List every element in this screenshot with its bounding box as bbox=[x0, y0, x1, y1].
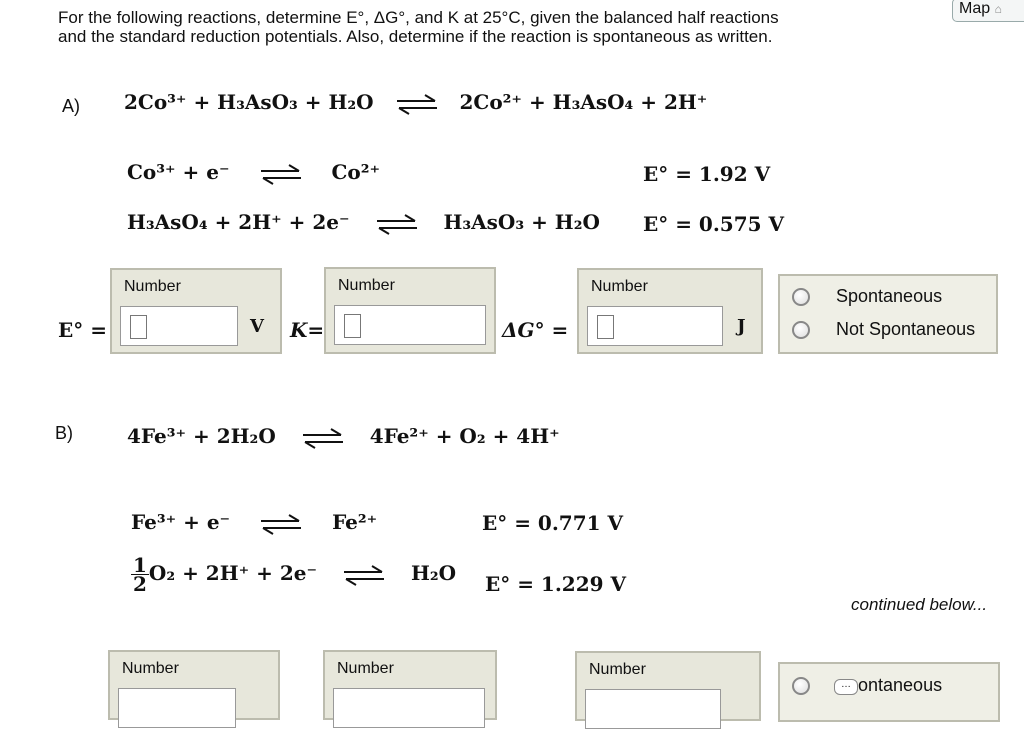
input-cursor-icon bbox=[130, 315, 147, 339]
continued-note: continued below... bbox=[851, 595, 988, 614]
part-b-spontaneity-options bbox=[778, 662, 1000, 722]
half2-right: H₃AsO₃ + H₂O bbox=[443, 210, 600, 234]
chat-bubble-icon[interactable]: … bbox=[834, 679, 858, 695]
part-b-label: B) bbox=[55, 423, 73, 443]
part-b-half-reaction-2 bbox=[131, 553, 457, 596]
e-standard-answer-box bbox=[110, 268, 282, 354]
reactants: 4Fe³⁺ + 2H₂O bbox=[127, 424, 276, 448]
not-spontaneous-radio[interactable] bbox=[792, 321, 810, 339]
instructions-line-2: and the standard reduction potentials. Also, determine if the reaction is spontaneous as written. bbox=[58, 27, 773, 46]
spontaneous-label[interactable]: Spontaneous bbox=[836, 286, 943, 306]
input-cursor-icon bbox=[344, 314, 361, 338]
part-a-half2-potential: E° = 0.575 V bbox=[643, 212, 785, 236]
part-a-half1-potential: E° = 1.92 V bbox=[643, 162, 771, 186]
products: 4Fe²⁺ + O₂ + 4H⁺ bbox=[369, 424, 560, 448]
number-label: Number bbox=[338, 277, 395, 294]
part-a-half-reaction-1 bbox=[127, 160, 380, 185]
part-b-e-input[interactable] bbox=[118, 688, 236, 728]
equilibrium-arrow-icon bbox=[395, 93, 439, 115]
delta-g-label-text: ΔG° = bbox=[502, 318, 569, 342]
part-b-half2-potential: E° = 1.229 V bbox=[485, 572, 627, 596]
products: 2Co²⁺ + H₃AsO₄ + 2H⁺ bbox=[459, 90, 708, 114]
half2-left: H₃AsO₄ + 2H⁺ + 2e⁻ bbox=[127, 210, 350, 234]
part-b-delta-g-input[interactable] bbox=[585, 689, 721, 729]
spontaneous-radio[interactable] bbox=[792, 288, 810, 306]
number-label: Number bbox=[589, 661, 646, 678]
fraction-denominator: 2 bbox=[133, 572, 147, 596]
joule-unit: J bbox=[737, 316, 746, 337]
part-b-overall-reaction bbox=[127, 424, 560, 449]
map-icon: ⌂ bbox=[994, 2, 1002, 16]
delta-g-answer-box bbox=[577, 268, 763, 354]
equilibrium-arrow-icon bbox=[259, 513, 303, 535]
input-cursor-icon bbox=[597, 315, 614, 339]
delta-g-label bbox=[502, 318, 568, 342]
number-label: Number bbox=[591, 278, 648, 295]
not-spontaneous-label[interactable]: Not Spontaneous bbox=[836, 319, 976, 339]
part-b-k-answer-box bbox=[323, 650, 497, 720]
one-half-fraction bbox=[131, 553, 149, 596]
spontaneity-options bbox=[778, 274, 998, 354]
part-b-half-reaction-1 bbox=[131, 510, 377, 535]
number-label: Number bbox=[337, 660, 394, 677]
instructions bbox=[58, 8, 918, 46]
part-b-half1-potential: E° = 0.771 V bbox=[482, 511, 624, 535]
volt-unit: V bbox=[250, 316, 264, 337]
reactants: 2Co³⁺ + H₃AsO₃ + H₂O bbox=[124, 90, 374, 114]
equilibrium-arrow-icon bbox=[259, 163, 303, 185]
map-label: Map bbox=[959, 0, 991, 17]
e-standard-label bbox=[58, 318, 107, 342]
half1-right: Co²⁺ bbox=[331, 160, 381, 184]
equilibrium-arrow-icon bbox=[342, 564, 386, 586]
half2-left: O₂ + 2H⁺ + 2e⁻ bbox=[148, 561, 318, 585]
part-b-e-answer-box bbox=[108, 650, 280, 720]
instructions-line-1: For the following reactions, determine E°, ΔG°, and K at 25°C, given the balanced half reactions bbox=[58, 8, 779, 27]
k-answer-box bbox=[324, 267, 496, 354]
part-b-k-input[interactable] bbox=[333, 688, 485, 728]
part-a-overall-reaction bbox=[124, 90, 707, 115]
part-a-label: A) bbox=[62, 96, 80, 116]
half1-left: Co³⁺ + e⁻ bbox=[127, 160, 230, 184]
fraction-numerator: 1 bbox=[133, 553, 147, 577]
equilibrium-arrow-icon bbox=[301, 427, 345, 449]
k-label bbox=[290, 318, 324, 342]
part-b-delta-g-answer-box bbox=[575, 651, 761, 721]
k-label-text: K= bbox=[290, 318, 325, 342]
part-a-half-reaction-2 bbox=[127, 210, 600, 235]
number-label: Number bbox=[122, 660, 179, 677]
part-b-spontaneous-radio[interactable] bbox=[792, 677, 810, 695]
part-b-spontaneous-label[interactable]: ontaneous bbox=[858, 675, 943, 695]
e-label-text: E° = bbox=[58, 318, 107, 342]
equilibrium-arrow-icon bbox=[375, 213, 419, 235]
number-label: Number bbox=[124, 278, 181, 295]
half1-right: Fe²⁺ bbox=[332, 510, 378, 534]
map-button[interactable] bbox=[952, 0, 1024, 22]
half1-left: Fe³⁺ + e⁻ bbox=[131, 510, 231, 534]
half2-right: H₂O bbox=[410, 561, 457, 585]
